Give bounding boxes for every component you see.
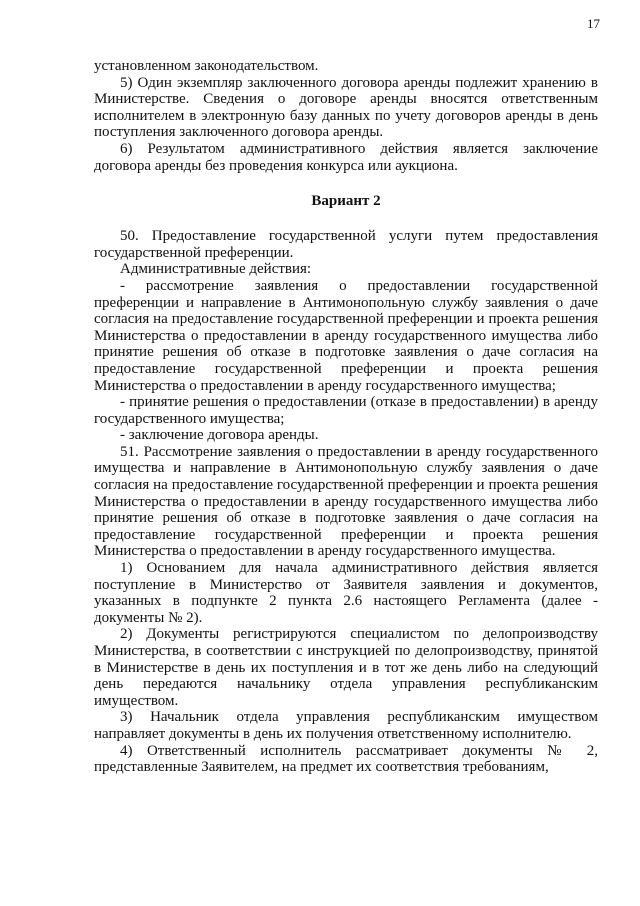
list-item: - принятие решения о предоставлении (отказе в предоставлении) в аренду государственного имущества; xyxy=(94,394,598,427)
paragraph: 5) Один экземпляр заключенного договора аренды подлежит хранению в Министерстве. Сведения о договоре аренды вносятся ответственным исполнителем в электронную базу данных по учету договоров аренды в день поступления заключенного договора аренды. xyxy=(94,74,598,141)
page-number: 17 xyxy=(587,16,600,31)
paragraph: 4) Ответственный исполнитель рассматривает документы № 2, представленные Заявителем, на предмет их соответствия требованиям, xyxy=(94,742,598,776)
document-body xyxy=(94,58,598,776)
paragraph: установленном законодательством. xyxy=(94,58,319,74)
paragraph: 3) Начальник отдела управления республиканским имуществом направляет документы в день их получения ответственному исполнителю. xyxy=(94,709,598,742)
paragraph: 2) Документы регистрируются специалистом по делопроизводству Министерства, в соответствии с инструкцией по делопроизводству, принятой в Министерстве в день их поступления и в тот же день либо на следующий день передаются начальнику отдела управления республиканским имуществом. xyxy=(94,626,598,709)
paragraph: 50. Предоставление государственной услуги путем предоставления государственной преференции. xyxy=(94,228,598,261)
paragraph: 1) Основанием для начала административного действия является поступление в Министерство от Заявителя заявления и документов, указанных в подпункте 2 пункта 2.6 настоящего Регламента (далее - документы № 2). xyxy=(94,560,598,626)
list-item: - заключение договора аренды. xyxy=(120,427,319,444)
paragraph: 6) Результатом административного действия является заключение договора аренды без проведения конкурса или аукциона. xyxy=(94,140,598,174)
list-item: - рассмотрение заявления о предоставлении государственной преференции и направление в Антимонопольную службу заявления о даче согласия на предоставление государственной преференции и проекта решения Министерства о предоставлении в аренду государственного имущества либо принятие решения об отказе в подготовке заявления о даче согласия на предоставление государственной преференции и проекта решения Министерства о предоставлении в аренду государственного имущества; xyxy=(94,277,598,394)
paragraph: Административные действия: xyxy=(120,261,312,278)
section-heading: Вариант 2 xyxy=(311,193,381,210)
paragraph: 51. Рассмотрение заявления о предоставлении в аренду государственного имущества и направление в Антимонопольную службу заявления о даче согласия на предоставление государственной преференции и проекта решения Министерства о предоставлении в аренду государственного имущества либо принятие решения об отказе в подготовке заявления о даче согласия на предоставление государственной преференции и проекта решения Министерства о предоставлении в аренду государственного имущества. xyxy=(94,443,598,560)
